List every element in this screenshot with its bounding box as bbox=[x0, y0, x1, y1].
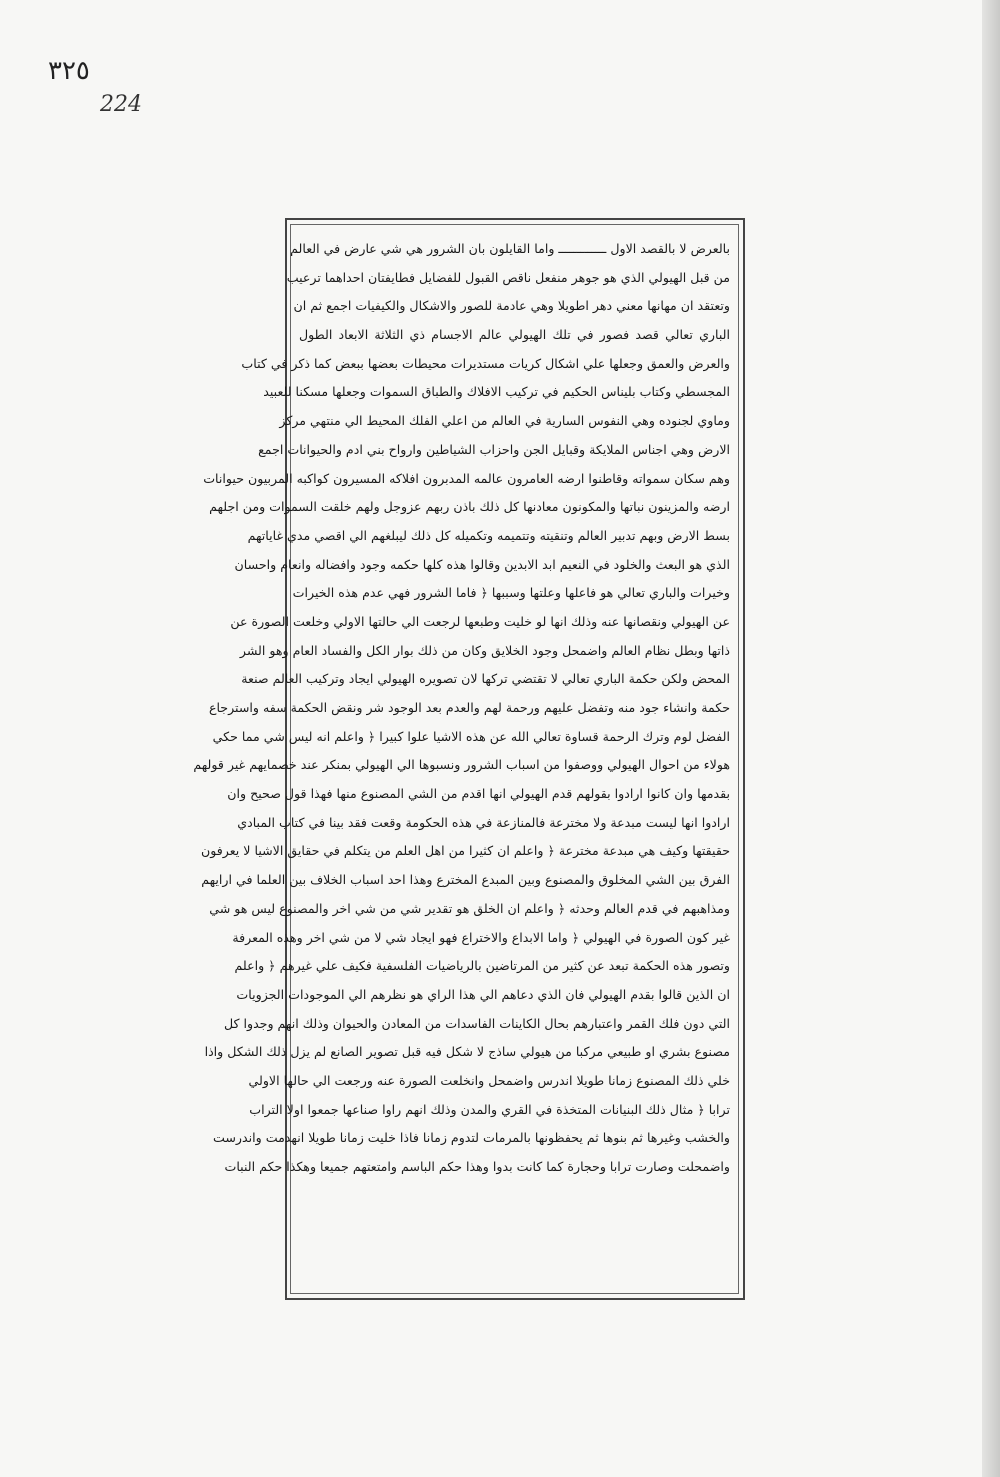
text-line: ذاتها وبطل نظام العالم واضمحل وجود الخلايق وكان من ذلك بوار الكل والفساد العام وهو الشر bbox=[239, 642, 730, 658]
text-line: ومذاهبهم في قدم العالم وحدثه ﴿ واعلم ان الخلق هو تقدير شي من شي اخر والمصنوع ليس هو شي bbox=[209, 900, 730, 916]
text-line: الفضل لوم وترك الرحمة قساوة تعالي الله عن هذه الاشيا علوا كبيرا ﴿ واعلم انه ليس شي مما حكي bbox=[212, 728, 730, 744]
text-line: ارضه والمزينون نباتها والمكونون معادنها كل ذلك باذن ربهم عزوجل ولهم خلقت السموات ومن اجلهم bbox=[209, 499, 730, 515]
text-line: بقدمها وان كانوا ارادوا بقولهم قدم الهيولي انها اقدم من الشي المصنوع منها فهذا قول صحيح وان bbox=[227, 786, 730, 802]
text-line: عن الهيولي ونقصانها عنه وذلك انها لو خليت وطبعها لرجعت الي حالتها الاولي وخلعت الصورة عن bbox=[230, 613, 730, 629]
text-line: بسط الارض وبهم تدبير العالم وتنقيته وتتميمه وتكميله كل ذلك ليبلغهم الي اقصي مدي غاياتهم bbox=[247, 527, 730, 543]
folio-number: 224 bbox=[100, 92, 142, 117]
text-line: هولاء من احوال الهيولي ووصفوا من اسباب الشرور ونسبوها الي الهيولي بمنكر عند خصمايهم غير قولهم bbox=[193, 757, 730, 773]
text-line: مصنوع بشري او طبيعي مركبا من هيولي ساذج لا شكل فيه قبل تصوير الصانع لم يزل ذلك الشكل واذا bbox=[204, 1044, 730, 1060]
manuscript-text bbox=[193, 235, 730, 1182]
text-line: وتعتقد ان مهانها معني دهر اطويلا وهي عادمة للصور والاشكال والكيفيات اجمع ثم ان bbox=[293, 298, 730, 314]
text-line: ان الذين قالوا بقدم الهيولي فان الذي دعاهم الي هذا الراي هو نظرهم الي الموجودات الجزويات bbox=[236, 986, 730, 1002]
text-line: بالعرض لا بالقصد الاول ـــــــــــــ واما القايلون بان الشرور هي شي عارض في العالم bbox=[290, 241, 730, 256]
text-line: حقيقتها وكيف هي مبدعة مخترعة ﴿ واعلم ان كثيرا من اهل العلم من يتكلم في حقايق الاشيا لا يعرفون bbox=[201, 843, 730, 859]
text-line: خلي ذلك المصنوع زمانا طويلا اندرس واضمحل وانخلعت الصورة عنه ورجعت الي حالها الاولي bbox=[248, 1072, 730, 1088]
page-number: ٣٢٥ bbox=[48, 56, 90, 86]
text-line: وهم سكان سمواته وقاطنوا ارضه العامرون عالمه المدبرون افلاكه المسيرون كواكبه المربيون حيوانات bbox=[203, 470, 730, 486]
page-edge bbox=[982, 0, 1000, 1477]
text-line: غير كون الصورة في الهيولي ﴿ واما الابداع والاختراع فهو ايجاد شي لا من شي اخر وهذه المعرفة bbox=[232, 929, 730, 945]
text-line: التي دون فلك القمر واعتبارهم بحال الكاينات الفاسدات من المعادن والحيوان وذلك انهم وجدوا كل bbox=[223, 1015, 730, 1031]
text-line: ترابا ﴿ مثال ذلك البنيانات المتخذة في القري والمدن وذلك انهم راوا صناعها جمعوا اولا التراب bbox=[249, 1101, 730, 1117]
text-line: ارادوا انها ليست مبدعة ولا مخترعة فالمنازعة في هذه الحكومة وقعت فقد بينا في كتاب المبادي bbox=[237, 814, 730, 830]
text-line: وخيرات والباري تعالي هو فاعلها وعلتها وسببها ﴿ فاما الشرور فهي عدم هذه الخيرات bbox=[292, 585, 730, 601]
text-line: وماوي لجنوده وهي النفوس السارية في العالم من اعلي الفلك المحيط الي منتهي مركز bbox=[279, 413, 730, 429]
text-line: والخشب وغيرها ثم بنوها ثم يحفظونها بالمرمات لتدوم زمانا فاذا خليت زمانا طويلا انهدمت واندرست bbox=[213, 1130, 730, 1146]
text-line: الارض وهي اجناس الملايكة وقبايل الجن واحزاب الشياطين وارواح بني ادم والحيوانات اجمع bbox=[258, 441, 730, 457]
text-line: حكمة وانشاء جود منه وتفضل عليهم ورحمة لهم والعدم بعد الوجود شر ونقض الحكمة سفه واسترجاع bbox=[208, 700, 730, 715]
text-line: واضمحلت وصارت ترابا وحجارة كما كانت بدوا وهذا حكم الباسم وامتعتهم جميعا وهكذا حكم النبات bbox=[224, 1159, 730, 1174]
text-line: من قبل الهيولي الذي هو جوهر منفعل ناقص القبول للفضايل فطايفتان احداهما ترعيب bbox=[286, 269, 730, 285]
text-line: الباري تعالي قصد فصور في تلك الهيولي عالم الاجسام ذي الثلاثة الابعاد الطول bbox=[299, 327, 730, 343]
text-line: الفرق بين الشي المخلوق والمصنوع وبين المبدع المخترع وهذا احد اسباب الخلاف بين العلما في ارايهم bbox=[201, 872, 730, 888]
text-line: وتصور هذه الحكمة تبعد عن كثير من المرتاضين بالرياضيات الفلسفية فكيف علي غيرهم ﴿ واعلم bbox=[234, 958, 730, 974]
text-line: والعرض والعمق وجعلها علي اشكال كريات مستديرات محيطات بعضها ببعض كما ذكر في كتاب bbox=[241, 355, 730, 371]
text-frame bbox=[193, 224, 739, 1294]
text-line: المجسطي وكتاب بليناس الحكيم في تركيب الافلاك والطباق السموات وجعلها مسكنا للعبيد bbox=[263, 384, 730, 400]
text-line: الذي هو البعث والخلود في النعيم ابد الابدين وقالوا هذه كلها حكمه وجود وافضاله وانعام واحسان bbox=[234, 556, 730, 572]
text-line: المحض ولكن حكمة الباري تعالي لا تقتضي تركها لان تصويره الهيولي ايجاد وتركيب العالم صنعة bbox=[241, 671, 730, 687]
